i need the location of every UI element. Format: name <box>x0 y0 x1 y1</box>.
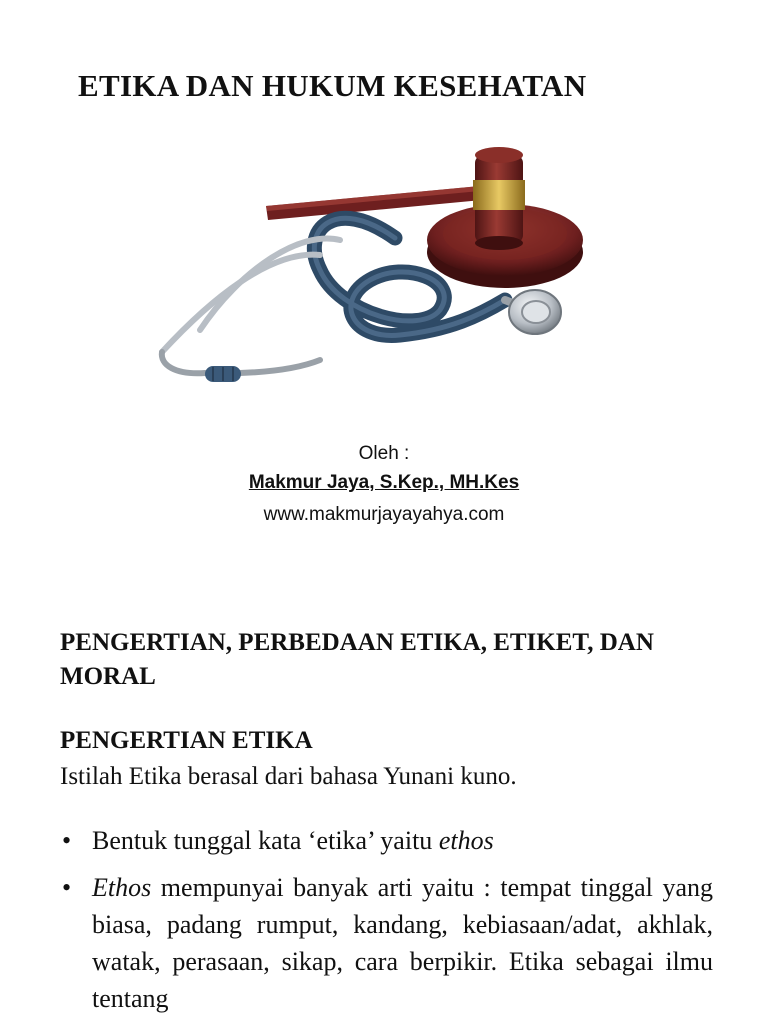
website-link[interactable]: www.makmurjayayahya.com <box>263 504 505 525</box>
gavel-stethoscope-illustration <box>150 140 590 400</box>
bullet-list <box>60 822 713 1027</box>
bullet-italic-term: Ethos <box>92 873 152 902</box>
bullet-text: Bentuk tunggal kata ‘etika’ yaitu <box>92 826 439 855</box>
intro-text: Istilah Etika berasal dari bahasa Yunani kuno. <box>60 763 517 790</box>
slide-title: ETIKA DAN HUKUM KESEHATAN <box>78 68 587 103</box>
bullet-dot: • <box>62 826 72 855</box>
bullet-item <box>60 822 713 859</box>
section-subtitle: PENGERTIAN ETIKA <box>60 727 313 754</box>
definition-slide <box>0 560 768 1024</box>
author-name: Makmur Jaya, S.Kep., MH.Kes <box>248 472 520 493</box>
section-title: PENGERTIAN, PERBEDAAN ETIKA, ETIKET, DAN MORAL <box>60 629 654 690</box>
by-label: Oleh : <box>358 443 410 464</box>
bullet-italic-term: ethos <box>438 826 494 855</box>
bullet-item <box>60 869 713 1017</box>
bullet-text: mempunyai banyak arti yaitu : tempat tinggal yang biasa, padang rumput, kandang, kebiasaan/adat, akhlak, watak, perasaan, sikap, cara berpikir. Etika sebagai ilmu tentang <box>92 873 713 1013</box>
bullet-dot: • <box>62 873 72 902</box>
